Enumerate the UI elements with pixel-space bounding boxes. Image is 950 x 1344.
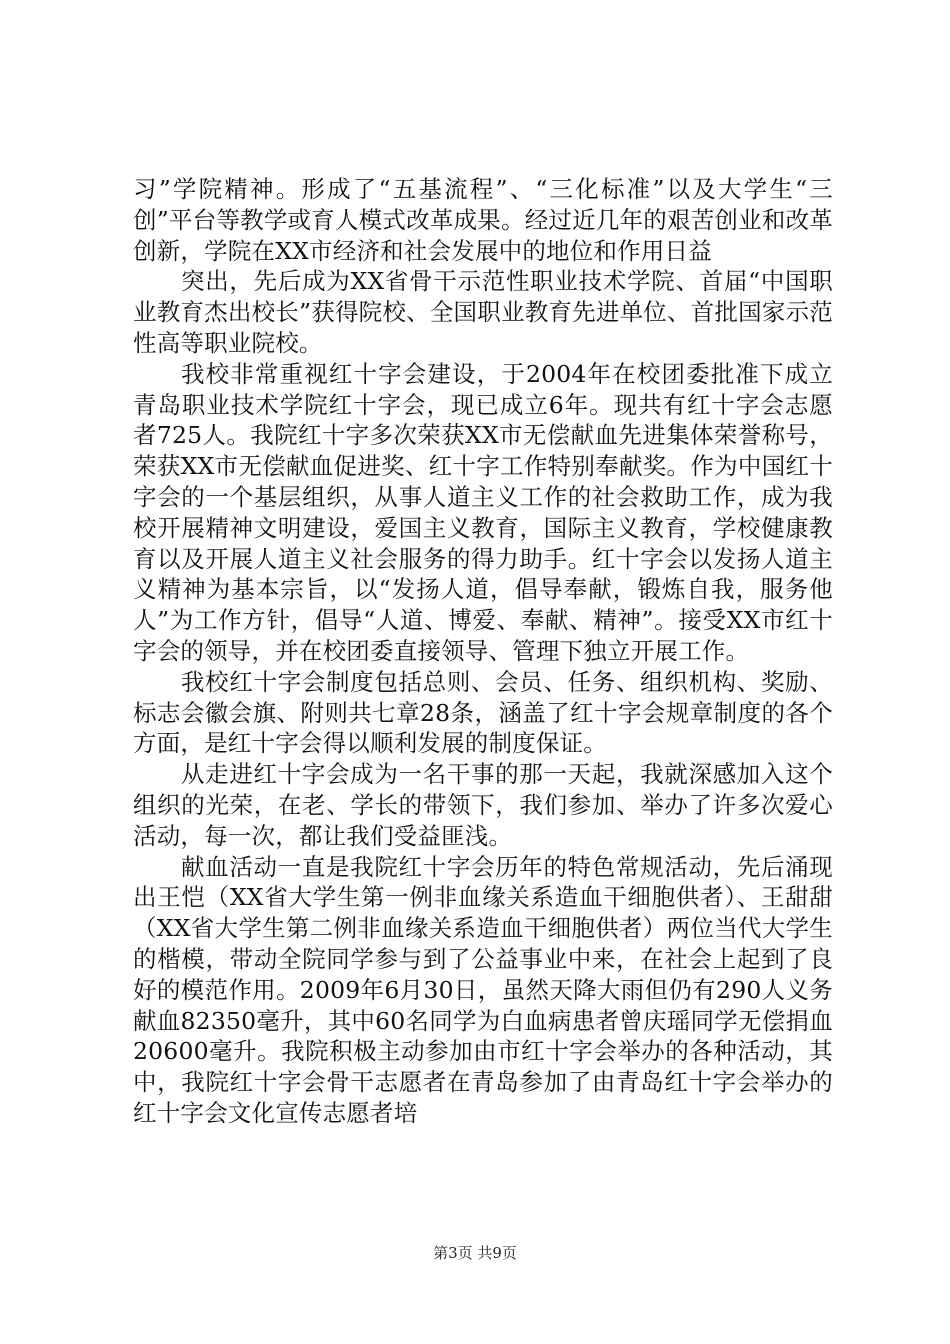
paragraph-continued: 习”学院精神。形成了“五基流程”、“三化标准”以及大学生“三创”平台等教学或育人模式改革成果。经过近几年的艰苦创业和改革创新，学院在XX市经济和社会发展中的地位和作用日益 bbox=[133, 175, 833, 265]
paragraph: 从走进红十字会成为一名干事的那一天起，我就深感加入这个组织的光荣，在老、学长的带领下，我们参加、举办了许多次爱心活动，每一次，都让我们受益匪浅。 bbox=[133, 760, 833, 850]
document-body bbox=[133, 174, 833, 1129]
page-number-footer: 第3页 共9页 bbox=[433, 1244, 517, 1262]
paragraph: 我校红十字会制度包括总则、会员、任务、组织机构、奖励、标志会徽会旗、附则共七章28条，涵盖了红十字会规章制度的各个方面，是红十字会得以顺利发展的制度保证。 bbox=[133, 667, 833, 758]
paragraph: 我校非常重视红十字会建设，于2004年在校团委批准下成立青岛职业技术学院红十字会，现已成立6年。现共有红十字会志愿者725人。我院红十字多次荣获XX市无偿献血先进集体荣誉称号，荣获XX市无偿献血促进奖、红十字工作特别奉献奖。作为中国红十字会的一个基层组织，从事人道主义工作的社会救助工作，成为我校开展精神文明建设，爱国主义教育，国际主义教育，学校健康教育以及开展人道主义社会服务的得力助手。红十字会以发扬人道主义精神为基本宗旨，以“发扬人道，倡导奉献，锻炼自我，服务他人”为工作方针，倡导“人道、博爱、奉献、精神”。接受XX市红十字会的领导，并在校团委直接领导、管理下独立开展工作。 bbox=[133, 359, 833, 665]
paragraph: 突出，先后成为XX省骨干示范性职业技术学院、首届“中国职业教育杰出校长”获得院校、全国职业教育先进单位、首批国家示范性高等职业院校。 bbox=[133, 267, 833, 357]
paragraph: 献血活动一直是我院红十字会历年的特色常规活动，先后涌现出王恺（XX省大学生第一例非血缘关系造血干细胞供者）、王甜甜（XX省大学生第二例非血缘关系造血干细胞供者）两位当代大学生的楷模，带动全院同学参与到了公益事业中来，在社会上起到了良好的模范作用。2009年6月30日，虽然天降大雨但仍有290人义务献血82350毫升，其中60名同学为白血病患者曾庆瑶同学无偿捐血20600毫升。我院积极主动参加由市红十字会举办的各种活动，其中，我院红十字会骨干志愿者在青岛参加了由青岛红十字会举办的红十字会文化宣传志愿者培 bbox=[133, 852, 833, 1127]
